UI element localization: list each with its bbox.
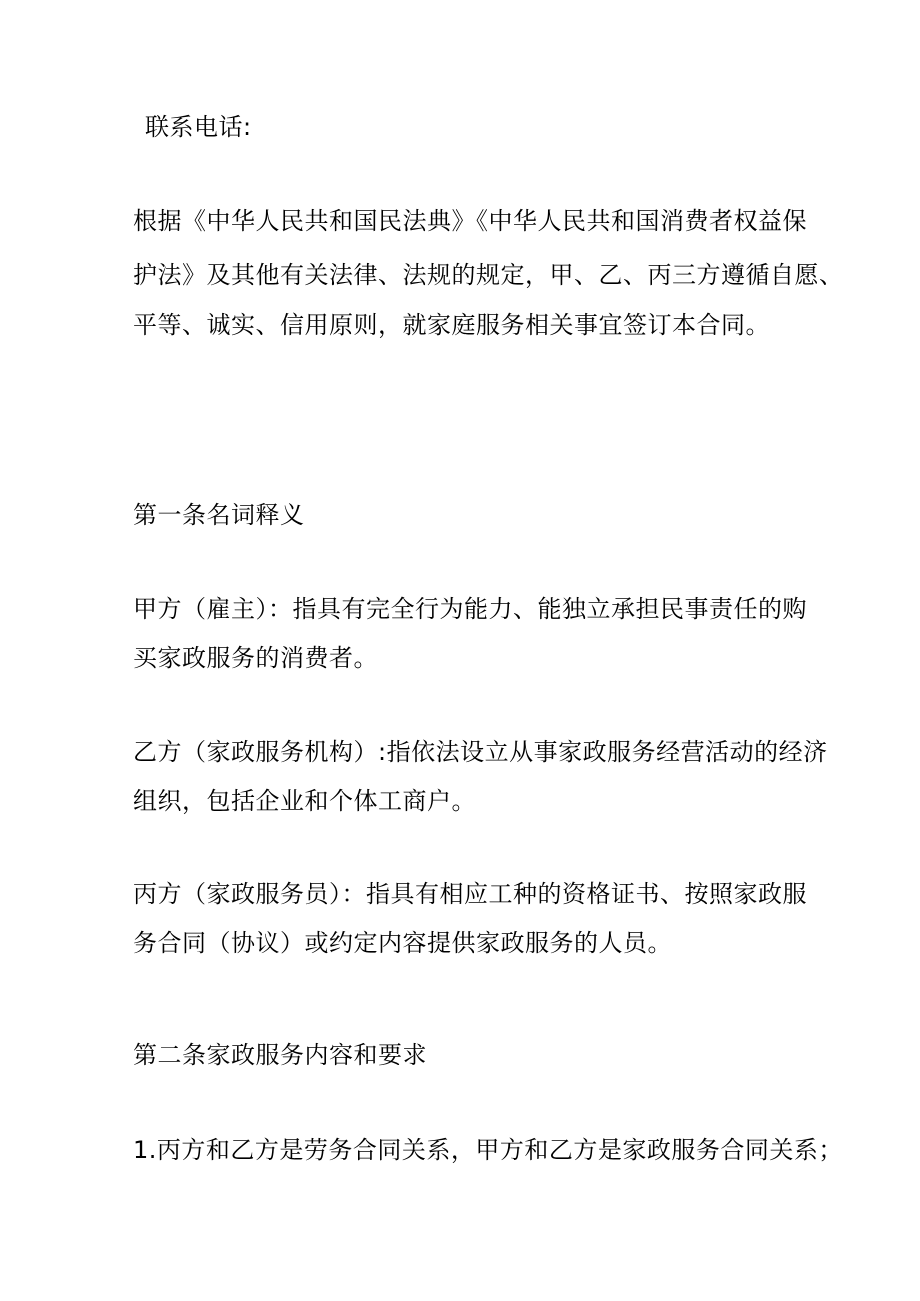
party-b-definition-line-1: 乙方（家政服务机构）:指依法设立从事家政服务经营活动的经济 xyxy=(133,738,828,766)
intro-line-3: 平等、诚实、信用原则，就家庭服务相关事宜签订本合同。 xyxy=(133,311,770,339)
intro-line-1: 根据《中华人民共和国民法典》《中华人民共和国消费者权益保 xyxy=(133,207,807,235)
party-a-definition-line-2: 买家政服务的消费者。 xyxy=(133,644,378,672)
contact-phone-label: 联系电话: xyxy=(145,113,252,141)
party-c-definition-line-2: 务合同（协议）或约定内容提供家政服务的人员。 xyxy=(133,929,672,957)
article-2-heading: 第二条家政服务内容和要求 xyxy=(133,1041,427,1069)
article-1-heading: 第一条名词释义 xyxy=(133,501,305,529)
party-b-definition-line-2: 组织，包括企业和个体工商户。 xyxy=(133,787,476,815)
party-c-definition-line-1: 丙方（家政服务员）：指具有相应工种的资格证书、按照家政服 xyxy=(133,880,807,908)
article-2-item-1: 1.丙方和乙方是劳务合同关系，甲方和乙方是家政服务合同关系； xyxy=(133,1136,843,1164)
intro-line-2: 护法》及其他有关法律、法规的规定，甲、乙、丙三方遵循自愿、 xyxy=(133,261,844,289)
party-a-definition-line-1: 甲方（雇主）：指具有完全行为能力、能独立承担民事责任的购 xyxy=(133,595,807,623)
